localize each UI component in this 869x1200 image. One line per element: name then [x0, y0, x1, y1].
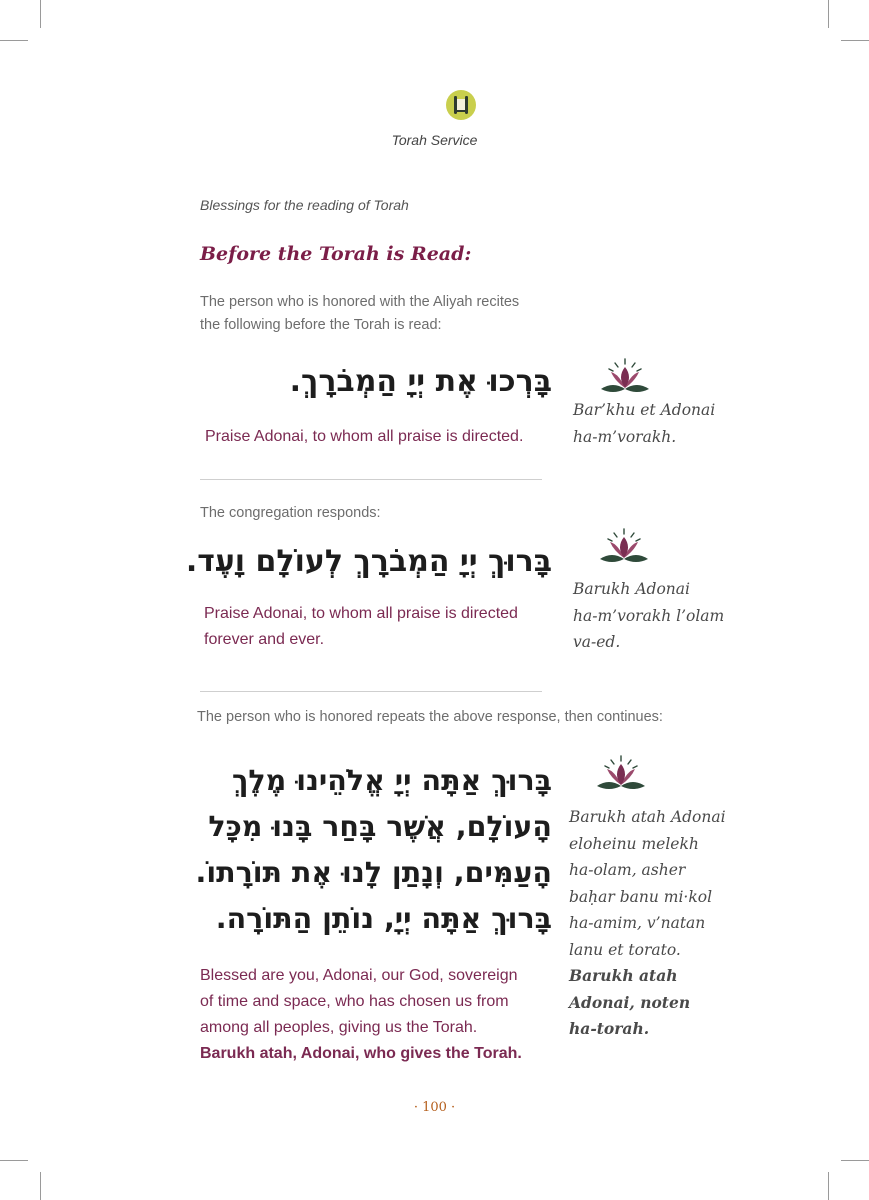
- transliteration: [573, 397, 715, 450]
- translit-line: va-ed.: [573, 633, 621, 651]
- english-line: Praise Adonai, to whom all praise is directed: [204, 605, 518, 622]
- crop-mark: [828, 1172, 829, 1200]
- hebrew-line: בָּרְכוּ אֶת יְיָ הַמְבֹרָךְ.: [289, 364, 552, 399]
- page-number: · 100 ·: [413, 1100, 456, 1115]
- english-translation: [204, 601, 518, 653]
- instruction-line: The person who is honored with the Aliyah recites: [200, 294, 520, 310]
- crop-mark: [40, 1172, 41, 1200]
- translit-line: ha-olam, asher: [569, 861, 686, 879]
- hebrew-line: הָעַמִּים, וְנָתַן לָנוּ אֶת תּוֹרָתוֹ.: [195, 856, 552, 889]
- crop-mark: [828, 0, 829, 28]
- page-subtitle: Blessings for the reading of Torah: [200, 197, 409, 213]
- english-translation: [205, 424, 523, 450]
- crop-mark: [841, 40, 869, 41]
- torah-scroll-icon: [446, 90, 476, 120]
- lotus-icon: [596, 527, 652, 567]
- english-line: Praise Adonai, to whom all praise is directed.: [205, 428, 524, 445]
- translit-line: Barukh atah Adonai: [569, 808, 726, 826]
- lotus-icon: [597, 357, 653, 397]
- instruction-text: [200, 502, 381, 525]
- translit-line: Barukh Adonai: [573, 580, 690, 598]
- translit-line-bold: Adonai, noten: [569, 992, 691, 1012]
- lotus-icon: [593, 754, 649, 794]
- crop-mark: [40, 0, 41, 28]
- instruction-line: The person who is honored repeats the above response, then continues:: [197, 709, 663, 725]
- translit-line: lanu et torato.: [569, 940, 681, 959]
- divider: [200, 691, 542, 692]
- instruction-text: [197, 706, 663, 729]
- translit-line: ha-amim, v’natan: [569, 914, 706, 932]
- translit-line: baḥar banu mi·kol: [569, 887, 713, 906]
- instruction-text: [200, 291, 519, 337]
- hebrew-blessing: [200, 360, 552, 404]
- hebrew-line: בָּרוּךְ אַתָּה יְיָ, נוֹתֵן הַתּוֹרָה.: [215, 902, 552, 935]
- translit-line: ha-m’vorakh.: [573, 427, 677, 446]
- crop-mark: [0, 1160, 28, 1161]
- english-line: among all peoples, giving us the Torah.: [200, 1019, 478, 1036]
- hebrew-blessing: [185, 540, 552, 584]
- translit-line: ha-m’vorakh l’olam: [573, 606, 725, 625]
- divider: [200, 479, 542, 480]
- instruction-line: The congregation responds:: [200, 505, 381, 521]
- english-line: forever and ever.: [204, 631, 325, 648]
- crop-mark: [0, 40, 28, 41]
- hebrew-blessing: [195, 758, 552, 942]
- hebrew-line: בָּרוּךְ אַתָּה יְיָ אֱלֹהֵינוּ מֶלֶךְ: [231, 764, 552, 797]
- translit-line: eloheinu melekh: [569, 834, 699, 853]
- translit-line: Bar’khu et Adonai: [573, 401, 716, 419]
- hebrew-line: בָּרוּךְ יְיָ הַמְבֹרָךְ לְעוֹלָם וָעֶד.: [185, 544, 552, 579]
- section-title: Torah Service: [391, 132, 478, 148]
- hebrew-line: הָעוֹלָם, אֲשֶׁר בָּחַר בָּנוּ מִכָּל: [208, 810, 552, 843]
- english-line: Blessed are you, Adonai, our God, sovereign: [200, 967, 518, 984]
- instruction-line: the following before the Torah is read:: [200, 317, 442, 333]
- transliteration: [573, 576, 724, 656]
- english-line: of time and space, who has chosen us from: [200, 993, 509, 1010]
- english-translation: [200, 963, 522, 1067]
- transliteration: [569, 804, 726, 1043]
- crop-mark: [841, 1160, 869, 1161]
- translit-line-bold: ha-torah.: [569, 1019, 650, 1038]
- english-line-bold: Barukh atah, Adonai, who gives the Torah.: [200, 1045, 522, 1062]
- translit-line-bold: Barukh atah: [569, 966, 678, 985]
- page-heading: Before the Torah is Read:: [200, 243, 472, 265]
